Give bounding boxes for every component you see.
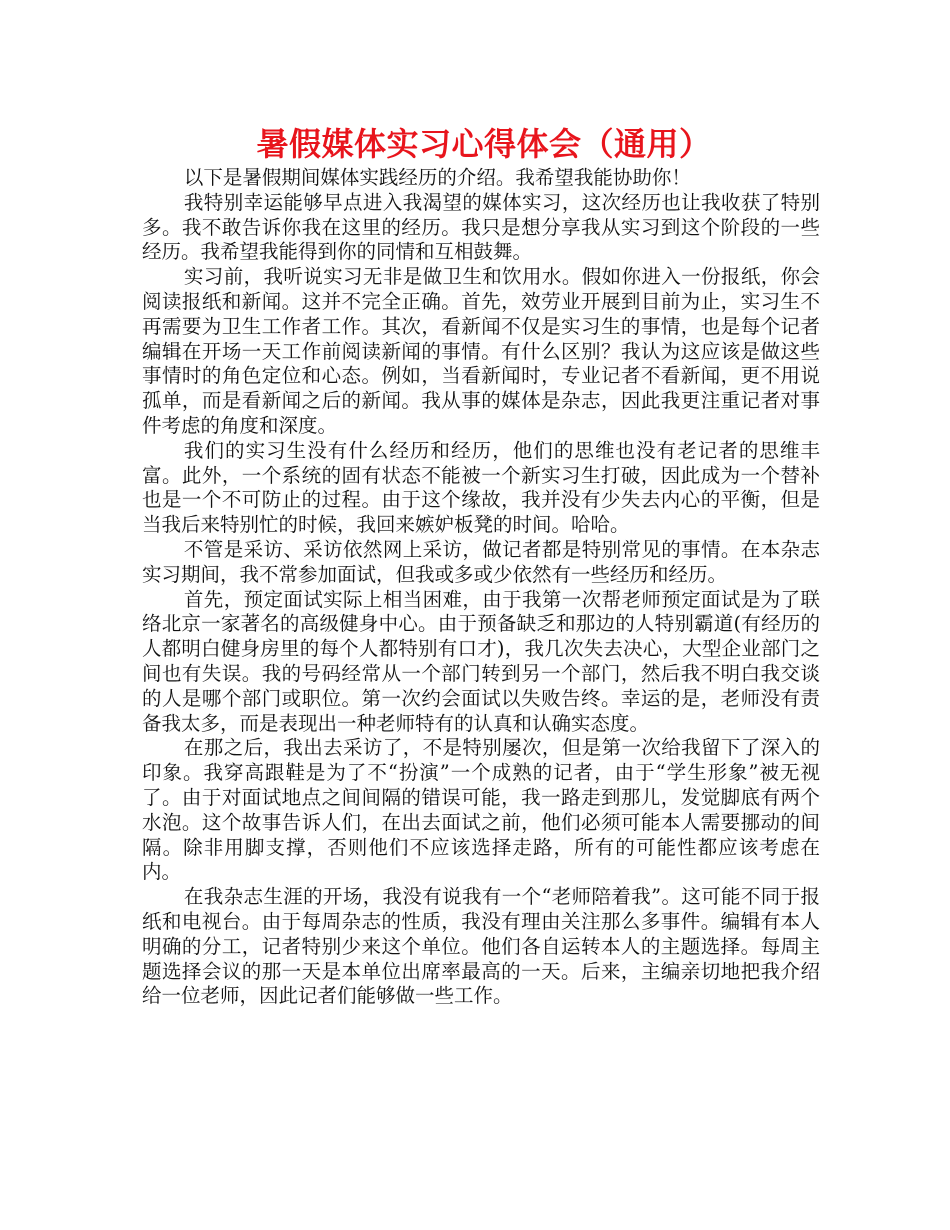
paragraph: 在我杂志生涯的开场，我没有说我有一个“老师陪着我”。这可能不同于报纸和电视台。由于每周杂志的性质，我没有理由关注那么多事件。编辑有本人明确的分工，记者特别少来这个单位。他们各自运转本人的主题选择。每周主题选择会议的那一天是本单位出席率最高的一天。后来，主编亲切地把我介绍给一位老师，因此记者们能够做一些工作。 — [142, 885, 820, 1008]
paragraph: 不管是采访、采访依然网上采访，做记者都是特别常见的事情。在本杂志实习期间，我不常参加面试，但我或多或少依然有一些经历和经历。 — [142, 537, 820, 586]
paragraph: 我们的实习生没有什么经历和经历，他们的思维也没有老记者的思维丰富。此外，一个系统的固有状态不能被一个新实习生打破，因此成为一个替补也是一个不可防止的过程。由于这个缘故，我并没有少失去内心的平衡，但是当我后来特别忙的时候，我回来嫉妒板凳的时间。哈哈。 — [142, 438, 820, 537]
document-title: 暑假媒体实习心得体会（通用） — [256, 125, 712, 163]
paragraph: 在那之后，我出去采访了，不是特别屡次，但是第一次给我留下了深入的印象。我穿高跟鞋是为了不“扮演”一个成熟的记者，由于“学生形象”被无视了。由于对面试地点之间间隔的错误可能，我一路走到那儿，发觉脚底有两个水泡。这个故事告诉人们，在出去面试之前，他们必须可能本人需要挪动的间隔。除非用脚支撑，否则他们不应该选择走路，所有的可能性都应该考虑在内。 — [142, 736, 820, 884]
paragraph: 以下是暑假期间媒体实践经历的介绍。我希望我能协助你！ — [183, 166, 691, 189]
document-page — [142, 122, 820, 1009]
paragraph: 我特别幸运能够早点进入我渴望的媒体实习，这次经历也让我收获了特别多。我不敢告诉你我在这里的经历。我只是想分享我从实习到这个阶段的一些经历。我希望我能得到你的同情和互相鼓舞。 — [142, 190, 820, 264]
paragraph: 实习前，我听说实习无非是做卫生和饮用水。假如你进入一份报纸，你会阅读报纸和新闻。这并不完全正确。首先，效劳业开展到目前为止，实习生不再需要为卫生工作者工作。其次，看新闻不仅是实习生的事情，也是每个记者编辑在开场一天工作前阅读新闻的事情。有什么区别？我认为这应该是做这些事情时的角色定位和心态。例如，当看新闻时，专业记者不看新闻，更不用说孤单，而是看新闻之后的新闻。我从事的媒体是杂志，因此我更注重记者对事件考虑的角度和深度。 — [142, 265, 820, 437]
document-body — [142, 166, 820, 1009]
paragraph: 首先，预定面试实际上相当困难，由于我第一次帮老师预定面试是为了联络北京一家著名的高级健身中心。由于预备缺乏和那边的人特别霸道(有经历的人都明白健身房里的每个人都特别有口才)，我几次失去决心，大型企业部门之间也有失误。我的号码经常从一个部门转到另一个部门，然后我不明白我交谈的人是哪个部门或职位。第一次约会面试以失败告终。幸运的是，老师没有责备我太多，而是表现出一种老师特有的认真和认确实态度。 — [142, 587, 820, 735]
